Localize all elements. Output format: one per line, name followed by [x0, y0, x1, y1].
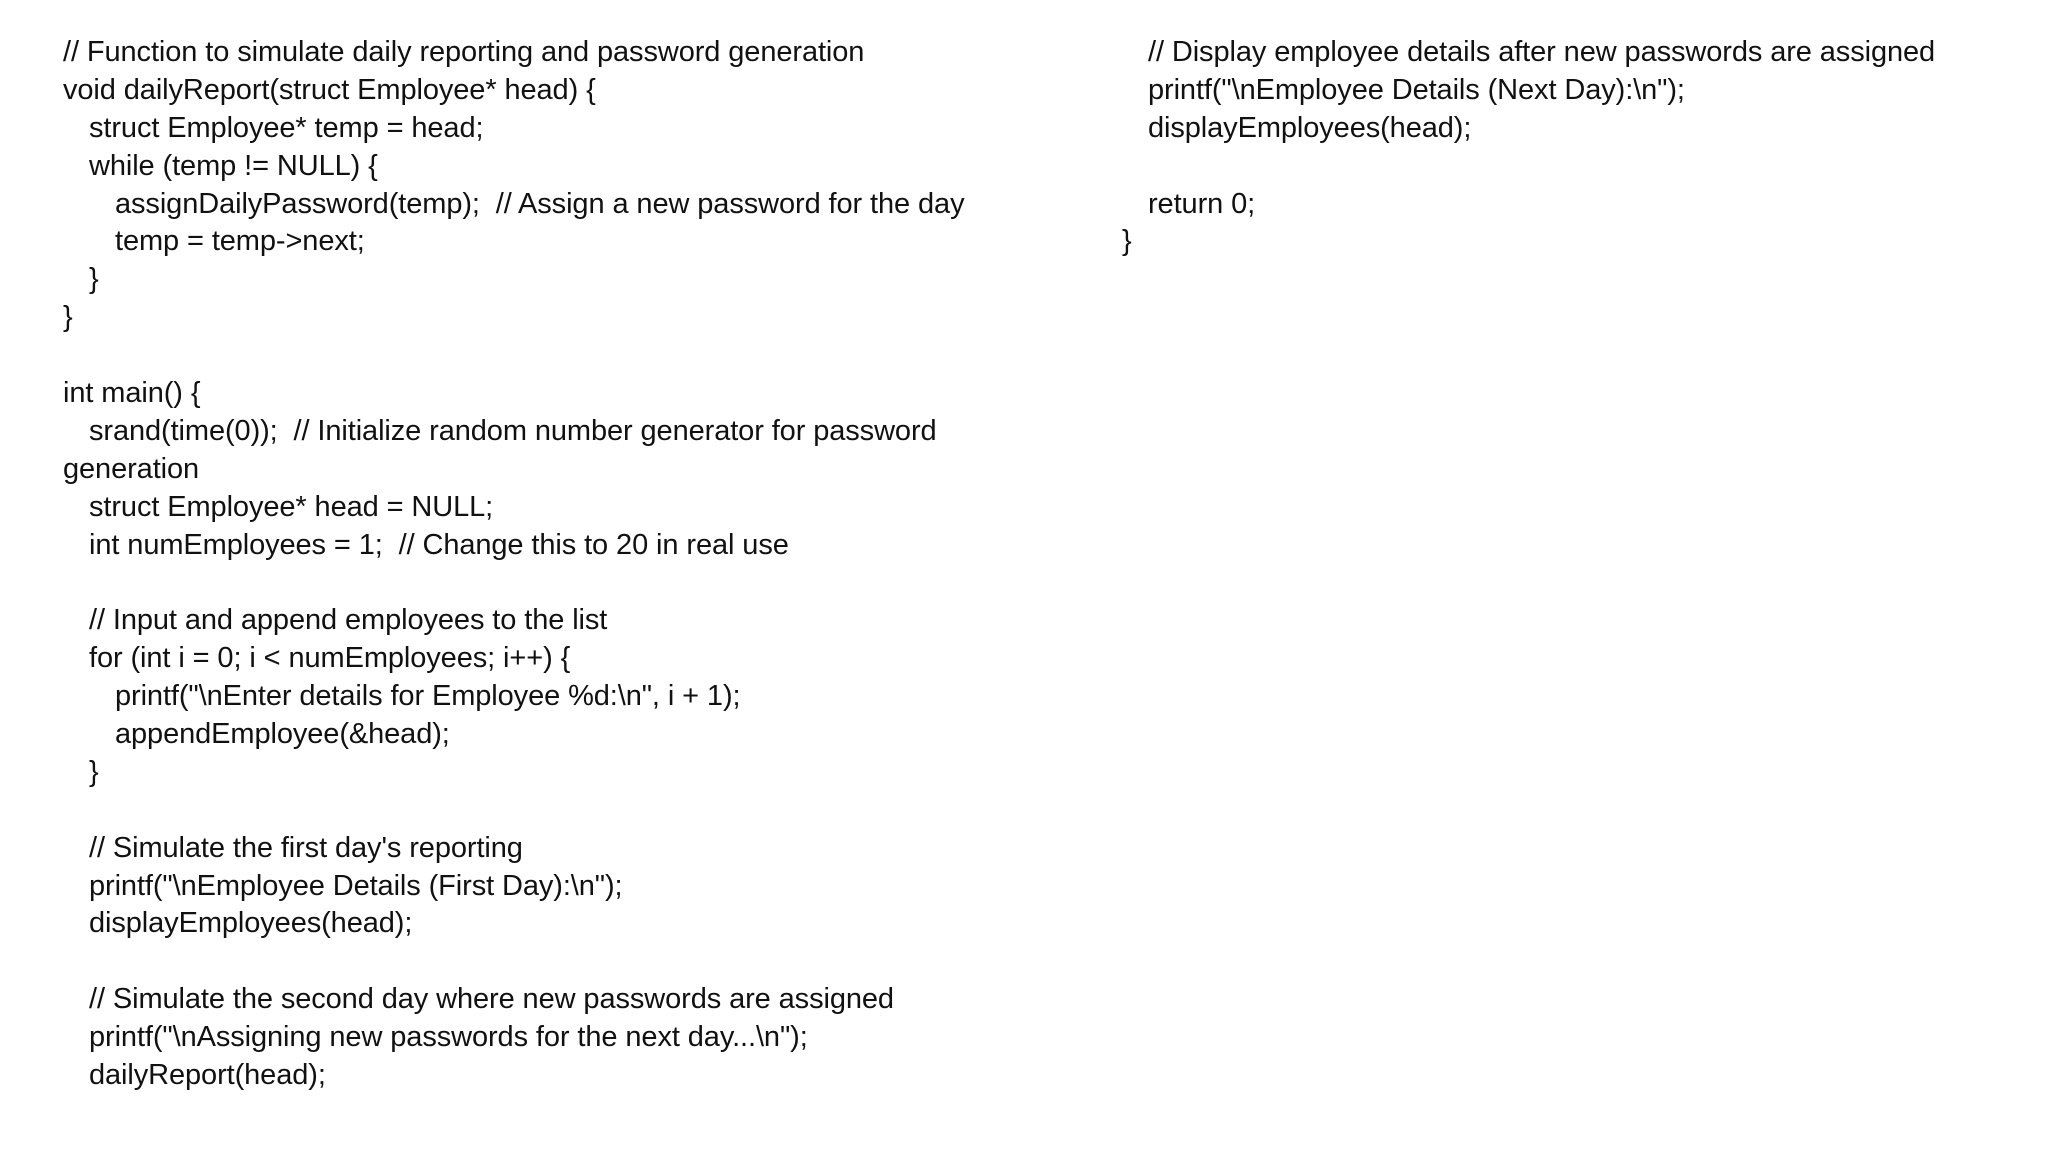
code-line: // Display employee details after new passwords are assigned	[1148, 36, 1936, 68]
code-line: printf("\nEnter details for Employee %d:\n", i + 1);	[115, 680, 741, 713]
code-line: // Simulate the first day's reporting	[89, 831, 523, 864]
code-line: // Input and append employees to the list	[89, 604, 608, 637]
code-line: displayEmployees(head);	[1148, 111, 1472, 144]
code-line	[63, 943, 1063, 981]
code-line	[1122, 148, 2022, 186]
code-column-left	[63, 34, 1063, 1095]
code-line: temp = temp->next;	[115, 225, 365, 258]
code-line: }	[1122, 225, 1132, 258]
code-line: printf("\nEmployee Details (Next Day):\n");	[1148, 73, 1685, 106]
code-line: int main() {	[63, 377, 201, 410]
code-line: struct Employee* head = NULL;	[89, 490, 494, 523]
code-column-right	[1122, 34, 2022, 261]
code-line: printf("\nAssigning new passwords for the next day...\n");	[89, 1021, 808, 1054]
code-line: displayEmployees(head);	[89, 907, 413, 940]
code-line: printf("\nEmployee Details (First Day):\n");	[89, 869, 623, 902]
code-line: void dailyReport(struct Employee* head) {	[63, 73, 596, 106]
code-line: appendEmployee(&head);	[115, 718, 450, 751]
code-line: }	[89, 263, 99, 296]
code-line: generation	[63, 452, 200, 485]
code-line: dailyReport(head);	[89, 1059, 326, 1092]
code-line: srand(time(0)); // Initialize random number generator for password	[89, 414, 937, 447]
code-line: assignDailyPassword(temp); // Assign a new password for the day	[115, 187, 965, 220]
code-line: // Simulate the second day where new passwords are assigned	[89, 983, 894, 1016]
code-line	[63, 564, 1063, 602]
code-line: }	[63, 301, 73, 334]
code-line: // Function to simulate daily reporting and password generation	[63, 36, 865, 68]
code-line: struct Employee* temp = head;	[89, 111, 484, 144]
code-line: return 0;	[1148, 187, 1256, 220]
code-line: while (temp != NULL) {	[89, 149, 378, 182]
code-line: }	[89, 755, 99, 788]
code-line	[63, 792, 1063, 830]
code-line: int numEmployees = 1; // Change this to 20 in real use	[89, 528, 789, 561]
code-line	[63, 337, 1063, 375]
code-line: for (int i = 0; i < numEmployees; i++) {	[89, 642, 571, 675]
